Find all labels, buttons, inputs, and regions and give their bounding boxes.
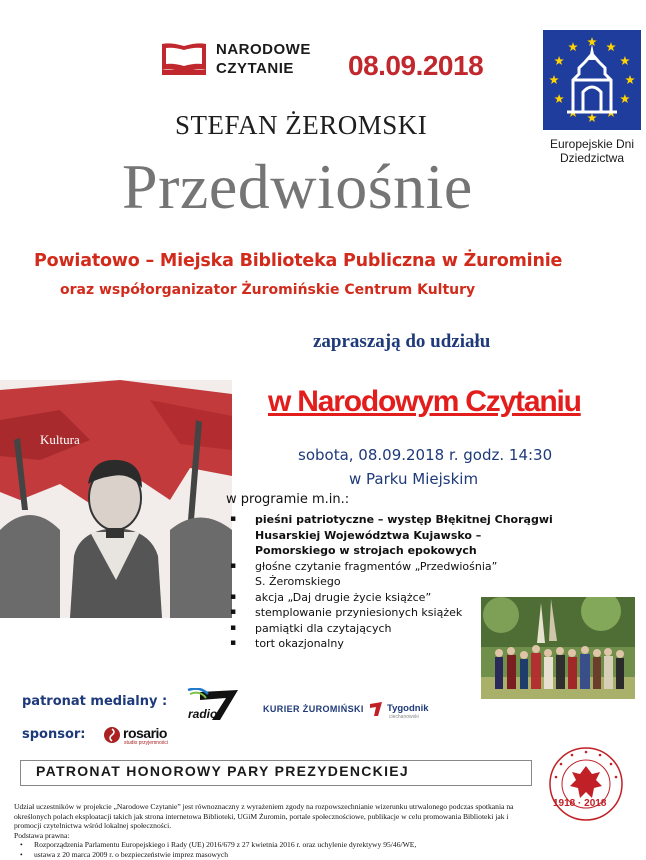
legal-basis-item: [14, 840, 534, 850]
program-item: [230, 559, 553, 590]
program-item-line: głośne czytanie fragmentów „Przedwiośnia”: [255, 559, 498, 573]
media-patronage-label: patronat medialny :: [22, 694, 168, 709]
bullet-icon: ▪: [230, 607, 237, 617]
bullet-icon: ▪: [230, 560, 237, 571]
legal-basis-item: [14, 850, 534, 860]
consent-paragraph: Udział uczestników w projekcie „Narodowe Czytanie” jest równoznaczny z wyrażeniem zgody na rozpowszechnianie wizerunku utrwalonego podczas spotkania na określonych polach eksploatacji takich jak strona internetowa Biblioteki, UGiM Żuromin, portale społecznościowe, publikacje w celu promowania Biblioteki jak i promocji czytelnictwa wśród lokalnej społeczności.: [14, 802, 514, 831]
radio-logo-text: radio: [188, 707, 218, 721]
program-title: w programie m.in.:: [226, 492, 350, 507]
independence-centenary-seal: [548, 746, 624, 822]
eu-caption-line1: Europejskie Dni: [549, 137, 635, 151]
invitation-text: zapraszają do udziału: [313, 331, 491, 352]
bullet-icon: ▪: [230, 622, 237, 633]
program-item-line: pieśni patriotyczne – występ Błękitnej Chorągwi: [255, 513, 553, 526]
bullet-icon: ▪: [230, 591, 237, 602]
costumed-group-photo: [481, 597, 635, 699]
book-cover-illustration: [0, 380, 232, 618]
program-item-line: akcja „Daj drugie życie książce”: [255, 590, 432, 604]
legal-basis-list: [14, 840, 534, 859]
event-title: w Narodowym Czytaniu: [268, 385, 581, 418]
bullet-icon: •: [20, 849, 23, 859]
sponsor-subtitle: studio przyjemności: [124, 740, 168, 746]
eu-logo-caption: [536, 137, 646, 165]
event-place: w Parku Miejskim: [349, 470, 479, 488]
rosario-logo-icon: [103, 726, 121, 744]
tygodnik-logo-icon: [370, 702, 384, 716]
seal-years: 1918 · 2018: [553, 798, 607, 809]
logo-line1: NARODOWE: [216, 41, 311, 58]
program-item-line: tort okazjonalny: [255, 637, 344, 650]
program-item-line: pamiątki dla czytających: [255, 621, 392, 635]
bullet-icon: ▪: [230, 514, 237, 524]
organizer-co: oraz współorganizator Żuromińskie Centrum Kultury: [60, 282, 476, 298]
organizer-main: Powiatowo – Miejska Biblioteka Publiczna w Żurominie: [34, 251, 563, 271]
program-item-line: S. Żeromskiego: [255, 575, 341, 588]
bullet-icon: •: [20, 840, 23, 850]
logo-line2: CZYTANIE: [216, 60, 294, 77]
legal-basis-text: ustawa z 20 marca 2009 r. o bezpieczeństwie imprez masowych: [34, 849, 228, 859]
program-item: [230, 512, 553, 559]
legal-basis-text: Rozporządzenia Parlamentu Europejskiego i Rady (UE) 2016/679 z 27 kwietnia 2016 r. oraz uchylenie dyrektywy 95/46/WE,: [34, 840, 417, 850]
tygodnik-logo-subtitle: ciechanowski: [389, 714, 419, 720]
honorary-patronage-text: PATRONAT HONOROWY PARY PREZYDENCKIEJ: [36, 763, 409, 779]
book-author: STEFAN ŻEROMSKI: [175, 110, 428, 140]
european-heritage-days-logo: [543, 30, 641, 130]
eu-caption-line2: Dziedzictwa: [559, 151, 625, 165]
cover-publisher-mark: Kultura: [40, 432, 80, 447]
narodowe-czytanie-logo-text: [216, 40, 311, 78]
event-date: 08.09.2018: [348, 50, 484, 81]
sponsor-name: rosario: [123, 725, 167, 741]
bullet-icon: ▪: [230, 638, 237, 648]
program-item-line: Husarskiej Województwa Kujawsko –: [255, 528, 482, 542]
legal-fine-print: [14, 802, 534, 860]
kurier-zurominski-logo: KURIER ŻUROMIŃSKI: [263, 704, 364, 714]
book-title: Przedwiośnie: [122, 151, 473, 222]
tygodnik-logo-text: Tygodnik: [387, 703, 429, 714]
program-item-line: Pomorskiego w strojach epokowych: [255, 544, 477, 557]
event-datetime: sobota, 08.09.2018 r. godz. 14:30: [298, 446, 553, 464]
narodowe-czytanie-book-icon: [160, 40, 208, 78]
legal-basis-title: Podstawa prawna:: [14, 830, 70, 840]
program-item-line: stemplowanie przyniesionych książek: [255, 606, 463, 619]
sponsor-label: sponsor:: [22, 727, 86, 742]
